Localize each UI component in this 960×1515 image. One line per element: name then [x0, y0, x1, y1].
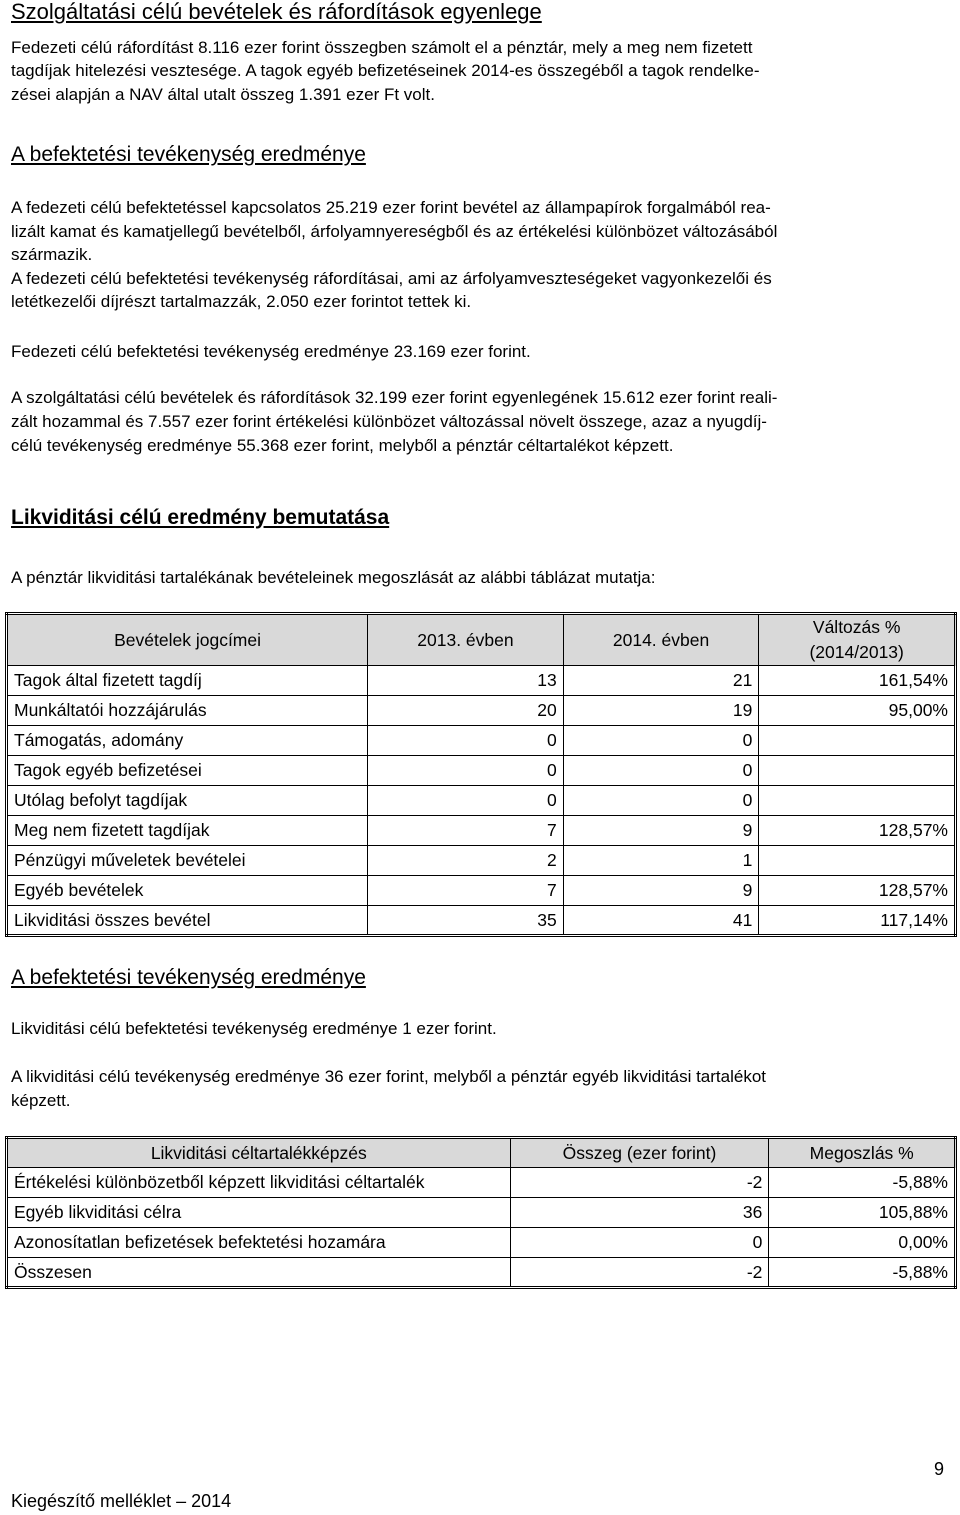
- table-cell: 128,57%: [759, 816, 956, 846]
- table-cell: 19: [563, 696, 759, 726]
- paragraph-line: tagdíjak hitelezési vesztesége. A tagok egyéb befizetéseinek 2014-es összegéből a tagok rendelke-: [11, 61, 760, 80]
- paragraph-line: zései alapján a NAV által utalt összeg 1.391 ezer Ft volt.: [11, 85, 435, 104]
- paragraph-line: lizált kamat és kamatjellegű bevételből, árfolyamnyereségből és az értékelési különbözet változásából: [11, 222, 778, 241]
- table-cell: Összesen: [7, 1258, 511, 1288]
- table-cell: Tagok egyéb befizetései: [7, 756, 368, 786]
- table-cell: Tagok által fizetett tagdíj: [7, 666, 368, 696]
- paragraph-line: A szolgáltatási célú bevételek és ráfordítások 32.199 ezer forint egyenlegének 15.612 ezer forint reali-: [11, 388, 778, 407]
- paragraph-line: származik.: [11, 245, 93, 264]
- paragraph-line: képzett.: [11, 1091, 71, 1110]
- table-cell: 0,00%: [769, 1228, 956, 1258]
- table-cell: 0: [563, 786, 759, 816]
- table-cell: 1: [563, 846, 759, 876]
- table-row: [7, 696, 956, 726]
- table-row: [7, 846, 956, 876]
- table-row: [7, 756, 956, 786]
- table-cell: Egyéb likviditási célra: [7, 1198, 511, 1228]
- table-cell: -2: [510, 1258, 769, 1288]
- table-row: [7, 726, 956, 756]
- paragraph-line: zált hozammal és 7.557 ezer forint értékelési különbözet változással növelt összege, azaz a nyugdíj-: [11, 412, 767, 431]
- table-cell: Utólag befolyt tagdíjak: [7, 786, 368, 816]
- table-cell: 0: [368, 786, 564, 816]
- table-cell: 21: [563, 666, 759, 696]
- footer-text: Kiegészítő melléklet – 2014: [11, 1491, 232, 1511]
- table-header-cell: Bevételek jogcímei: [7, 614, 368, 666]
- table-cell: 36: [510, 1198, 769, 1228]
- table-cell: Likviditási összes bevétel: [7, 906, 368, 936]
- table-header-cell: 2013. évben: [368, 614, 564, 666]
- table-cell: 0: [368, 756, 564, 786]
- table-cell: Meg nem fizetett tagdíjak: [7, 816, 368, 846]
- paragraph: Fedezeti célú befektetési tevékenység eredménye 23.169 ezer forint.: [11, 342, 531, 361]
- table-cell: Egyéb bevételek: [7, 876, 368, 906]
- table-cell: [759, 756, 956, 786]
- table-cell: 128,57%: [759, 876, 956, 906]
- table-row: [7, 1258, 956, 1288]
- table-row: [7, 1168, 956, 1198]
- table-cell: 41: [563, 906, 759, 936]
- table-header-cell: [759, 614, 956, 666]
- table-cell: [759, 786, 956, 816]
- table-cell: 9: [563, 816, 759, 846]
- table-cell: Azonosítatlan befizetések befektetési hozamára: [7, 1228, 511, 1258]
- paragraph: Likviditási célú befektetési tevékenység eredménye 1 ezer forint.: [11, 1019, 497, 1038]
- subsection-title: A befektetési tevékenység eredménye: [11, 966, 366, 989]
- table-cell: [759, 846, 956, 876]
- subsection-title: A befektetési tevékenység eredménye: [11, 143, 366, 166]
- table-cell: 13: [368, 666, 564, 696]
- table-cell: 9: [563, 876, 759, 906]
- table-row: [7, 816, 956, 846]
- table-row: [7, 876, 956, 906]
- header-line: (2014/2013): [809, 642, 904, 662]
- table-cell: 161,54%: [759, 666, 956, 696]
- page-number: 9: [934, 1459, 945, 1479]
- table-cell: 0: [510, 1228, 769, 1258]
- table-header-cell: Megoszlás %: [769, 1138, 956, 1168]
- table-cell: Értékelési különbözetből képzett likviditási céltartalék: [7, 1168, 511, 1198]
- section-title: Szolgáltatási célú bevételek és ráfordítások egyenlege: [11, 0, 542, 24]
- paragraph-line: Fedezeti célú ráfordítást 8.116 ezer forint összegben számolt el a pénztár, mely a meg nem fizetett: [11, 38, 753, 57]
- table-cell: 35: [368, 906, 564, 936]
- table-cell: 0: [563, 756, 759, 786]
- table-cell: -5,88%: [769, 1168, 956, 1198]
- table-cell: 105,88%: [769, 1198, 956, 1228]
- table-row: [7, 666, 956, 696]
- table-header-row: [7, 1138, 956, 1168]
- table-cell: Munkáltatói hozzájárulás: [7, 696, 368, 726]
- table-cell: 117,14%: [759, 906, 956, 936]
- paragraph-line: célú tevékenység eredménye 55.368 ezer forint, melyből a pénztár céltartalékot képzett.: [11, 436, 674, 455]
- table-header-row: [7, 614, 956, 666]
- income-table: [5, 612, 957, 937]
- table-cell: 0: [368, 726, 564, 756]
- paragraph-line: A likviditási célú tevékenység eredménye 36 ezer forint, melyből a pénztár egyéb likviditási tartalékot: [11, 1067, 766, 1086]
- table-cell: 20: [368, 696, 564, 726]
- table-header-cell: 2014. évben: [563, 614, 759, 666]
- table-cell: -5,88%: [769, 1258, 956, 1288]
- paragraph-line: A fedezeti célú befektetési tevékenység ráfordításai, ami az árfolyamveszteségeket vagyonkezelői és: [11, 269, 772, 288]
- table-header-cell: Összeg (ezer forint): [510, 1138, 769, 1168]
- header-line: Változás %: [812, 617, 901, 637]
- table-cell: Pénzügyi műveletek bevételei: [7, 846, 368, 876]
- table-cell: -2: [510, 1168, 769, 1198]
- paragraph-line: letétkezelői díjrészt tartalmazzák, 2.050 ezer forintot tettek ki.: [11, 292, 472, 311]
- table-cell: 7: [368, 876, 564, 906]
- table-row: [7, 1198, 956, 1228]
- table-cell: 7: [368, 816, 564, 846]
- table-cell: [759, 726, 956, 756]
- table-cell: 0: [563, 726, 759, 756]
- table-cell: 2: [368, 846, 564, 876]
- paragraph-line: A fedezeti célú befektetéssel kapcsolatos 25.219 ezer forint bevétel az állampapírok forgalmából rea-: [11, 198, 771, 217]
- paragraph: A pénztár likviditási tartalékának bevételeinek megoszlását az alábbi táblázat mutatja:: [11, 568, 656, 587]
- table-row: [7, 1228, 956, 1258]
- table-header-cell: Likviditási céltartalékképzés: [7, 1138, 511, 1168]
- table-cell: Támogatás, adomány: [7, 726, 368, 756]
- table-cell: 95,00%: [759, 696, 956, 726]
- table-row: [7, 906, 956, 936]
- section-title: Likviditási célú eredmény bemutatása: [11, 506, 390, 529]
- table-row: [7, 786, 956, 816]
- reserve-table: [5, 1136, 957, 1289]
